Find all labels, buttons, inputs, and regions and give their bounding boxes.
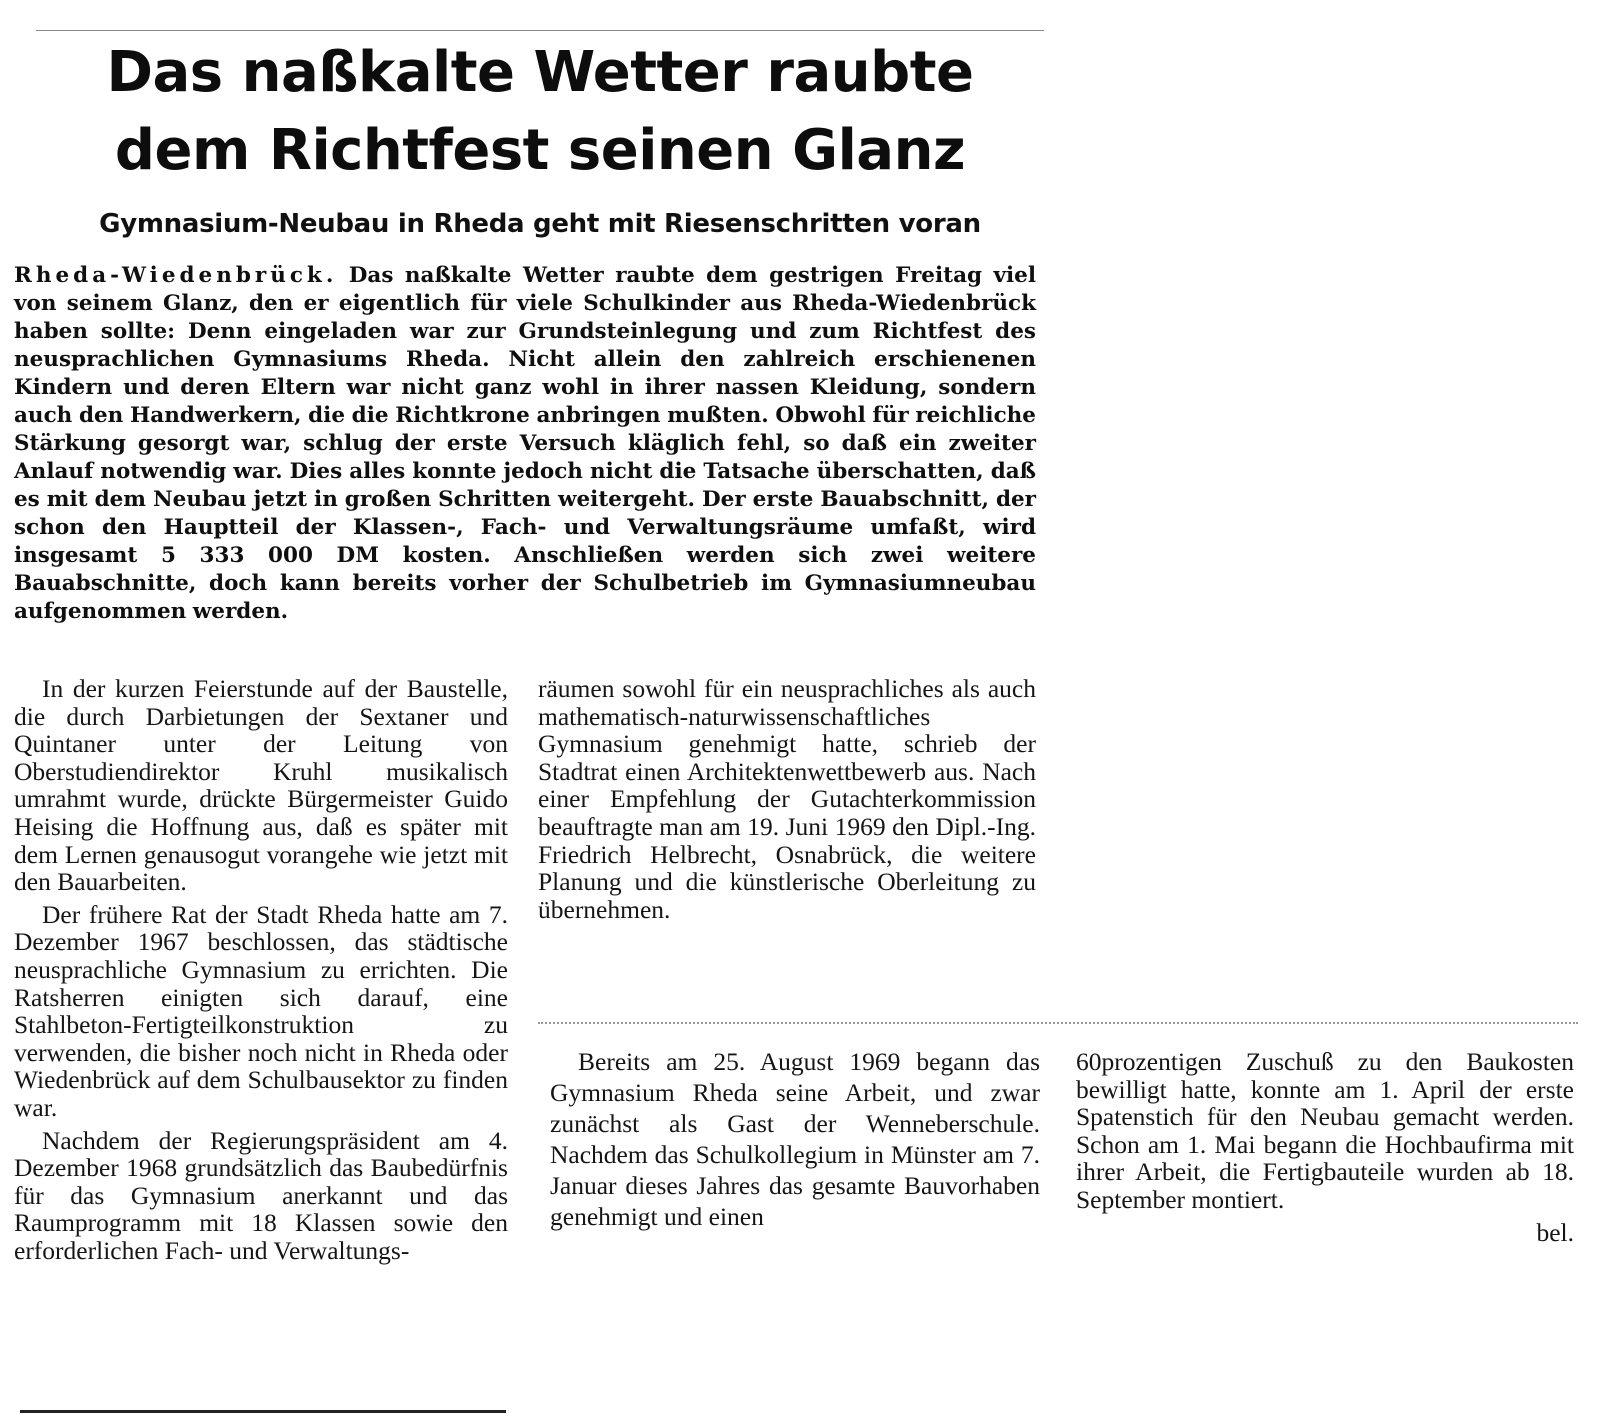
article-column-4 bbox=[1076, 1048, 1574, 1251]
article-column-3 bbox=[550, 1046, 1040, 1237]
headline-line-2: dem Richtfest seinen Glanz bbox=[114, 118, 966, 183]
subheadline: Gymnasium-Neubau in Rheda geht mit Riesenschritten voran bbox=[99, 209, 981, 239]
lead-paragraph bbox=[14, 262, 1036, 626]
paragraph: Nachdem der Regierungspräsident am 4. Dezember 1968 grundsätzlich das Baubedürfnis für das Gymnasium anerkannt und das Raumprogramm mit 18 Klassen sowie den erforderlichen Fach- und Verwaltungs- bbox=[14, 1125, 508, 1265]
article-column-2 bbox=[538, 675, 1036, 928]
author-signature: bel. bbox=[1536, 1217, 1574, 1247]
top-rule bbox=[36, 30, 1044, 31]
column-divider-rule bbox=[538, 1022, 1578, 1024]
paragraph: Der frühere Rat der Stadt Rheda hatte am 7. Dezember 1967 beschlossen, das städtische neusprachliche Gymnasium zu errichten. Die Ratsherren einigten sich darauf, eine Stahlbeton-Fertigteilkonstruktion zu verwenden, die bisher noch nicht in Rheda oder Wiedenbrück auf dem Schulbausektor zu finden war. bbox=[14, 899, 508, 1122]
lead-text: Das naßkalte Wetter raubte dem gestrigen Freitag viel von seinem Glanz, den er eigentlich für viele Schulkinder aus Rheda-Wiedenbrück haben sollte: Denn eingeladen war zur Grundsteinlegung und zum Richtfest des neusprachlichen Gymnasiums Rheda. Nicht allein den zahlreich erschienenen Kindern und deren Eltern war nicht ganz wohl in ihrer nassen Kleidung, sondern auch den Handwerkern, die die Richtkrone anbringen mußten. Obwohl für reichliche Stärkung gesorgt war, schlug der erste Versuch kläglich fehl, so daß ein zweiter Anlauf notwendig war. Dies alles konnte jedoch nicht die Tatsache überschatten, daß es mit dem Neubau jetzt in großen Schritten weitergeht. Der erste Bauabschnitt, der schon den Hauptteil der Klassen-, Fach- und Verwaltungsräume umfaßt, wird insgesamt 5 333 000 DM kosten. Anschließen werden sich zwei weitere Bauabschnitte, doch kann bereits vorher der Schulbetrieb im Gymnasiumneubau aufgenommen werden. bbox=[14, 263, 1036, 624]
headline-line-1: Das naßkalte Wetter raubte bbox=[106, 40, 974, 105]
article-column-1 bbox=[14, 675, 508, 1269]
paragraph: 60prozentigen Zuschuß zu den Baukosten bewilligt hatte, konnte am 1. April der erste Spatenstich für den Neubau gemacht werden. Schon am 1. Mai begann die Hochbaufirma mit ihrer Arbeit, die Fertigbauteile wurden ab 18. September montiert. bbox=[1076, 1047, 1574, 1214]
paragraph: Bereits am 25. August 1969 begann das Gymnasium Rheda seine Arbeit, und zwar zunächst als Gast der Wenneberschule. Nachdem das Schulkollegium in Münster am 7. Januar dieses Jahres das gesamte Bauvorhaben genehmigt und einen bbox=[550, 1047, 1040, 1231]
headline bbox=[40, 34, 1040, 190]
dateline-place: Rheda-Wiedenbrück. bbox=[14, 263, 338, 288]
paragraph: räumen sowohl für ein neusprachliches als auch mathematisch-naturwissenschaftliches Gymnasium genehmigt hatte, schrieb der Stadtrat einen Architektenwettbewerb aus. Nach einer Empfehlung der Gutachterkommission beauftragte man am 19. Juni 1969 den Dipl.-Ing. Friedrich Helbrecht, Osnabrück, die weitere Planung und die künstlerische Oberleitung zu übernehmen. bbox=[538, 674, 1036, 924]
paragraph: In der kurzen Feierstunde auf der Baustelle, die durch Darbietungen der Sextaner und Quintaner unter der Leitung von Oberstudiendirektor Kruhl musikalisch umrahmt wurde, drückte Bürgermeister Guido Heising die Hoffnung aus, daß es später mit dem Lernen genausogut vorangehe wie jetzt mit den Bauarbeiten. bbox=[14, 674, 508, 897]
bottom-rule bbox=[20, 1410, 506, 1413]
